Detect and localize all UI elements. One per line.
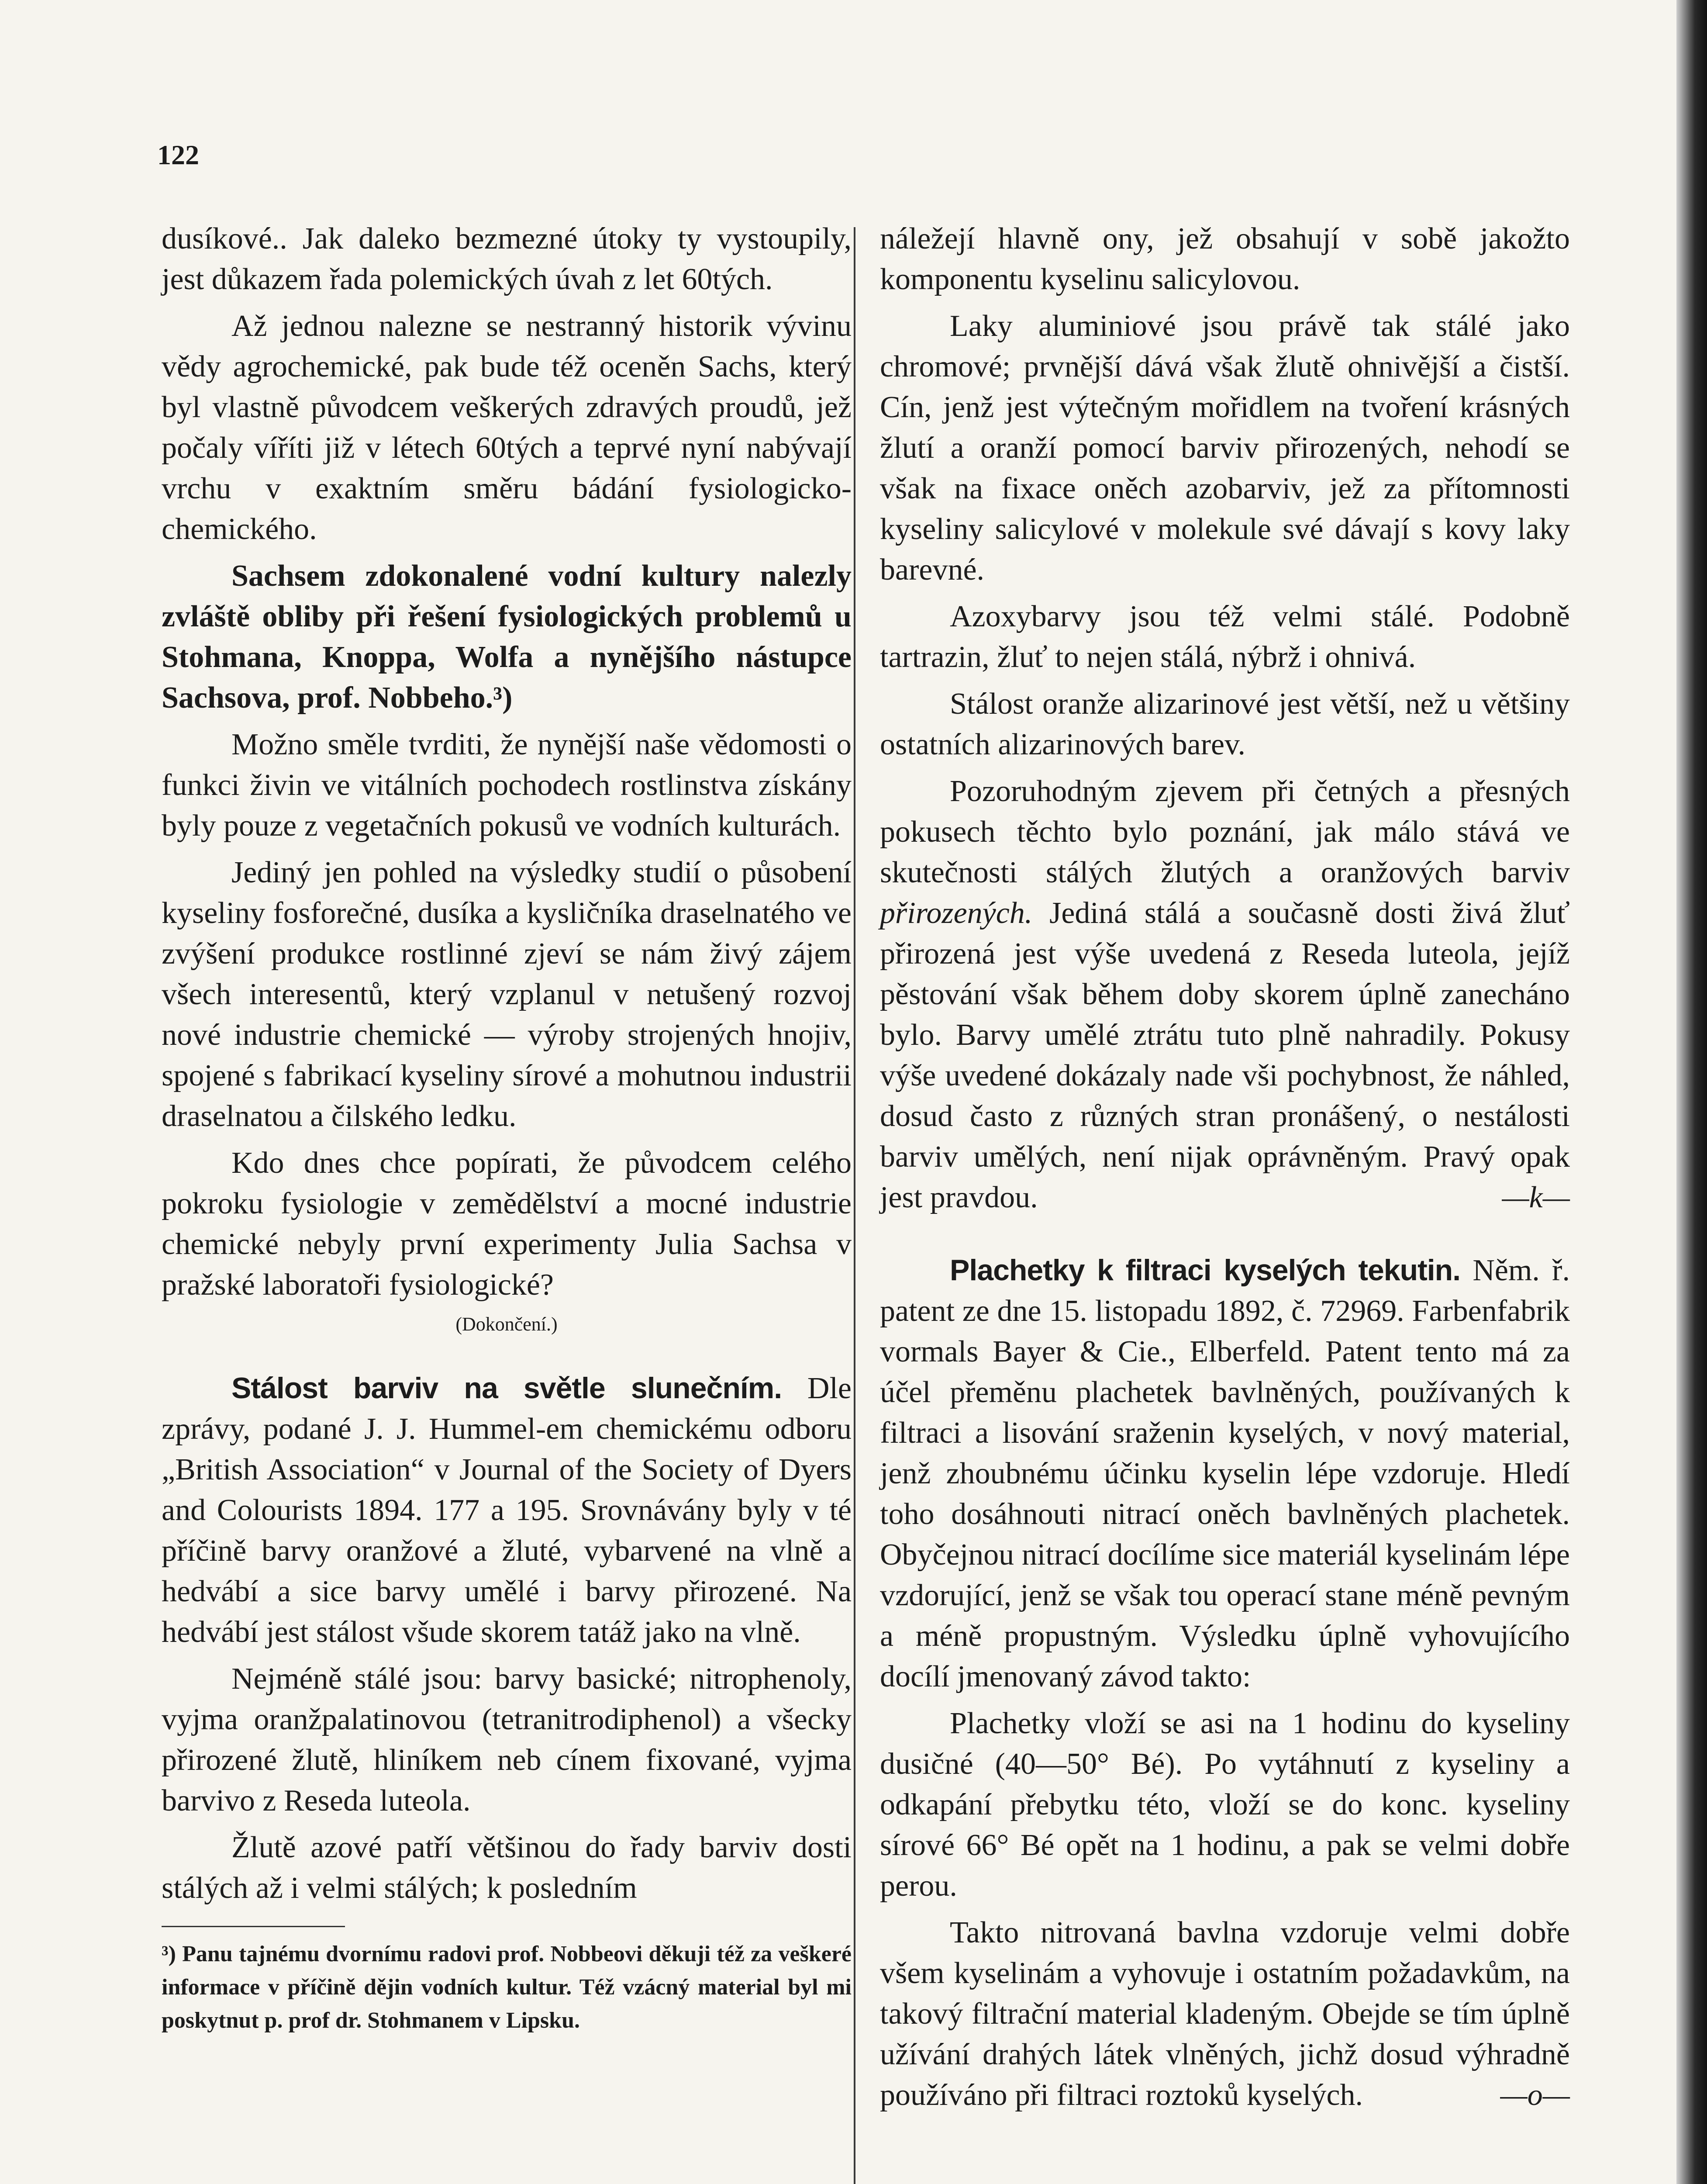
right-column	[880, 218, 1570, 2122]
text-run: Jediná stálá a současně dosti živá žluť přirozená jest výše uvedená z Reseda luteola, jejíž pěstování však během doby skorem úplně zanecháno bylo. Barvy umělé ztrátu tuto plně nahradily. Pokusy výše uvedené dokázaly nade vši pochybnost, že náhled, dosud často z různých stran pronášený, o nestálosti barviv umělých, není nijak oprávněným. Pravý opak jest pravdou.	[880, 896, 1570, 1214]
left-column	[162, 218, 852, 2037]
paragraph: dusíkové.. Jak daleko bezmezné útoky ty vystoupily, jest důkazem řada polemických úvah z let 60tých.	[162, 222, 852, 296]
text-run: Takto nitrovaná bavlna vzdoruje velmi dobře všem kyselinám a vyhovuje i ostatním požadavkům, na takový filtrační material kladeným. Obejde se tím úplně užívání drahých látek vlněných, jichž dosud výhradně používáno při filtraci roztoků kyselých.	[880, 1916, 1570, 2112]
section-paragraph	[880, 1250, 1570, 1697]
spacer	[880, 1224, 1570, 1250]
column-divider	[854, 227, 855, 2184]
italic-text: přirozených.	[880, 896, 1033, 930]
paragraph: Azoxybarvy jsou též velmi stálé. Podobně tartrazin, žluť to nejen stálá, nýbrž i ohnivá.	[880, 600, 1570, 674]
paragraph: Jediný jen pohled na výsledky studií o působení kyseliny fosforečné, dusíka a kysličníka draselnatého ve zvýšení produkce rostlinné zjeví se nám živý zájem všech interesentů, který vzplanul v netušený rozvoj nové industrie chemické — výroby strojených hnojiv, spojené s fabrikací kyseliny sírové a mohutnou industrii draselnatou a čilského ledku.	[162, 856, 852, 1133]
section-paragraph	[162, 1368, 852, 1652]
paragraph: Možno směle tvrditi, že nynější naše vědomosti o funkci živin ve vitálních pochodech rostlinstva získány byly pouze z vegetačních pokusů ve vodních kulturách.	[162, 728, 852, 843]
paragraph: Nejméně stálé jsou: barvy basické; nitrophenoly, vyjma oranžpalatinovou (tetranitrodiphenol) a všecky přirozené žlutě, hliníkem neb cínem fixované, vyjma barvivo z Reseda luteola.	[162, 1662, 852, 1818]
paragraph: Žlutě azové patří většinou do řady barviv dosti stálých až i velmi stálých; k posledním	[162, 1831, 852, 1905]
text-run: Pozoruhodným zjevem při četných a přesných pokusech těchto bylo poznání, jak málo stává ve skutečnosti stálých žlutých a oranžových barviv	[880, 774, 1570, 889]
paragraph: Laky aluminiové jsou právě tak stálé jako chromové; prvnější dává však žlutě ohnivější a čistší. Cín, jenž jest výtečným mořidlem na tvoření krásných žlutí a oranží pomocí barviv přirozených, nehodí se však na fixace oněch azobarviv, jež za přítomnosti kyseliny salicylové v molekule své dávají s kovy laky barevné.	[880, 309, 1570, 587]
section-title: Plachetky k filtraci kyselých tekutin.	[950, 1254, 1461, 1287]
paragraph: Stálost oranže alizarinové jest větší, než u většiny ostatních alizarinových barev.	[880, 687, 1570, 761]
continued-note: (Dokončení.)	[455, 1313, 558, 1335]
section-text: Dle zprávy, podané J. J. Hummel-em chemickému odboru „British Association“ v Journal of the Society of Dyers and Colourists 1894. 177 a 195. Srovnávány byly v té příčině barvy oranžové a žluté, vybarvené na vlně a hedvábí a sice barvy umělé i barvy přirozené. Na hedvábí jest stálost všude skorem tatáž jako na vlně.	[162, 1372, 852, 1649]
page-edge	[1676, 0, 1707, 2184]
paragraph: náležejí hlavně ony, jež obsahují v sobě jakožto komponentu kyselinu salicylovou.	[880, 222, 1570, 296]
paragraph: Až jednou nalezne se nestranný historik vývinu vědy agrochemické, pak bude též oceněn Sachs, který byl vlastně původcem veškerých zdravých proudů, jež počaly víříti již v létech 60tých a teprvé nyní nabývají vrchu v exaktním směru bádání fysiologicko-chemického.	[162, 309, 852, 546]
paragraph	[880, 1912, 1570, 2115]
footnote: ³) Panu tajnému dvornímu radovi prof. Nobbeovi děkuji též za veškeré informace v příčině dějin vodních kultur. Též vzácný material byl mi poskytnut p. prof dr. Stohmanem v Lipsku.	[162, 1942, 852, 2033]
page-number: 122	[157, 139, 199, 170]
paragraph: Plachetky vloží se asi na 1 hodinu do kyseliny dusičné (40—50° Bé). Po vytáhnutí z kyseliny a odkapání přebytku této, vloží se do konc. kyseliny sírové 66° Bé opět na 1 hodinu, a pak se velmi dobře perou.	[880, 1707, 1570, 1903]
signoff: —k—	[1502, 1181, 1570, 1214]
footnote-rule	[162, 1926, 345, 1927]
signoff: —o—	[1500, 2078, 1570, 2112]
section-text: Něm. ř. patent ze dne 15. listopadu 1892, č. 72969. Farbenfabrik vormals Bayer & Cie., Elberfeld. Patent tento má za účel přeměnu plachetek bavlněných, používaných k filtraci a lisování sraženin kyselých, v nový material, jenž zhoubnému účinku kyselin lépe vzdoruje. Hledí toho dosáhnouti nitrací oněch bavlněných plachetek. Obyčejnou nitrací docílíme sice materiál kyselinám lépe vzdorující, jenž se však tou operací stane méně pevným a méně propustným. Výsledku úplně vyhovujícího docílí jmenovaný závod takto:	[880, 1254, 1570, 1693]
paragraph: Kdo dnes chce popírati, že původcem celého pokroku fysiologie v zemědělství a mocné industrie chemické nebyly první experimenty Julia Sachsa v pražské laboratoři fysiologické?	[162, 1146, 852, 1302]
section-title: Stálost barviv na světle slunečním.	[231, 1372, 782, 1405]
paragraph: Sachsem zdokonalené vodní kultury nalezly zvláště obliby při řešení fysiologických problemů u Stohmana, Knoppa, Wolfa a nynějšího nástupce Sachsova, prof. Nobbeho.³)	[162, 559, 852, 715]
paragraph	[880, 771, 1570, 1218]
